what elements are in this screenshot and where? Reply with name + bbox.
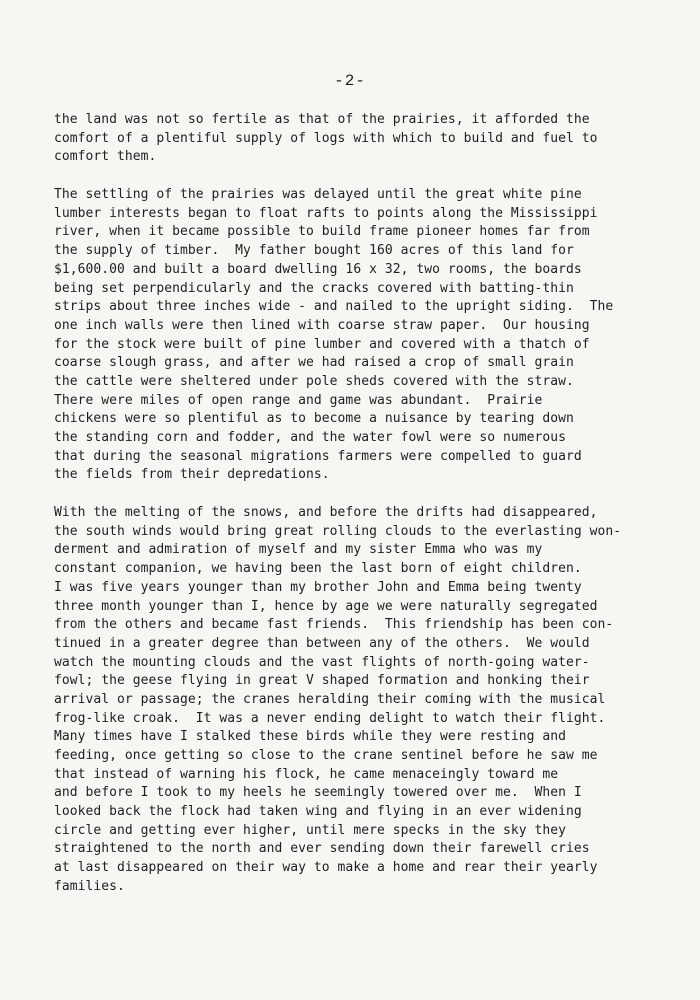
text-line: comfort of a plentiful supply of logs with which to build and fuel to (54, 130, 598, 146)
page-number: -2- (334, 72, 366, 90)
text-line: straightened to the north and ever sending down their farewell cries (54, 841, 590, 857)
text-line: constant companion, we having been the last born of eight children. (54, 561, 582, 577)
text-line: coarse slough grass, and after we had raised a crop of small grain (54, 355, 574, 371)
text-line: looked back the flock had taken wing and flying in an ever widening (54, 804, 582, 820)
text-line: the fields from their depredations. (54, 467, 330, 483)
paragraph (54, 504, 654, 896)
text-line: being set perpendicularly and the cracks covered with batting-thin (54, 280, 574, 296)
text-line: Many times have I stalked these birds while they were resting and (54, 729, 566, 745)
text-line: With the melting of the snows, and before the drifts had disappeared, (54, 505, 598, 521)
text-line: river, when it became possible to build frame pioneer homes far from (54, 224, 590, 240)
text-line: the land was not so fertile as that of the prairies, it afforded the (54, 112, 590, 127)
text-line: circle and getting ever higher, until mere specks in the sky they (54, 822, 566, 838)
text-line: derment and admiration of myself and my sister Emma who was my (54, 542, 543, 558)
text-line: and before I took to my heels he seemingly towered over me. When I (54, 785, 582, 801)
text-line: I was five years younger than my brother John and Emma being twenty (54, 579, 582, 595)
text-line: frog-like croak. It was a never ending delight to watch their flight. (54, 710, 606, 726)
text-line: the south winds would bring great rolling clouds to the everlasting won- (54, 523, 622, 539)
text-line: at last disappeared on their way to make a home and rear their yearly (54, 860, 598, 876)
paragraph (54, 186, 654, 485)
paragraph (54, 111, 654, 167)
text-line: tinued in a greater degree than between any of the others. We would (54, 635, 590, 651)
text-line: feeding, once getting so close to the crane sentinel before he saw me (54, 748, 598, 763)
text-line: strips about three inches wide - and nailed to the upright siding. The (54, 299, 614, 315)
text-line: that during the seasonal migrations farmers were compelled to guard (54, 448, 582, 464)
text-line: from the others and became fast friends. This friendship has been con- (54, 617, 614, 633)
text-line: the supply of timber. My father bought 160 acres of this land for (54, 243, 574, 259)
text-line: the cattle were sheltered under pole sheds covered with the straw. (54, 373, 574, 389)
document-body (54, 111, 654, 916)
text-line: comfort them. (54, 149, 157, 165)
text-line: There were miles of open range and game was abundant. Prairie (54, 392, 543, 408)
text-line: watch the mounting clouds and the vast flights of north-going water- (54, 654, 590, 670)
text-line: the standing corn and fodder, and the water fowl were so numerous (54, 430, 566, 445)
text-line: The settling of the prairies was delayed until the great white pine (54, 187, 582, 203)
text-line: chickens were so plentiful as to become a nuisance by tearing down (54, 411, 574, 427)
text-line: families. (54, 878, 125, 894)
text-line: three month younger than I, hence by age we were naturally segregated (54, 598, 598, 614)
text-line: that instead of warning his flock, he came menaceingly toward me (54, 766, 559, 782)
text-line: arrival or passage; the cranes heralding their coming with the musical (54, 691, 606, 707)
text-line: fowl; the geese flying in great V shaped formation and honking their (54, 673, 590, 689)
text-line: for the stock were built of pine lumber and covered with a thatch of (54, 336, 590, 352)
text-line: $1,600.00 and built a board dwelling 16 x 32, two rooms, the boards (54, 261, 582, 277)
text-line: lumber interests began to float rafts to points along the Mississippi (54, 205, 598, 221)
text-line: one inch walls were then lined with coarse straw paper. Our housing (54, 317, 590, 333)
